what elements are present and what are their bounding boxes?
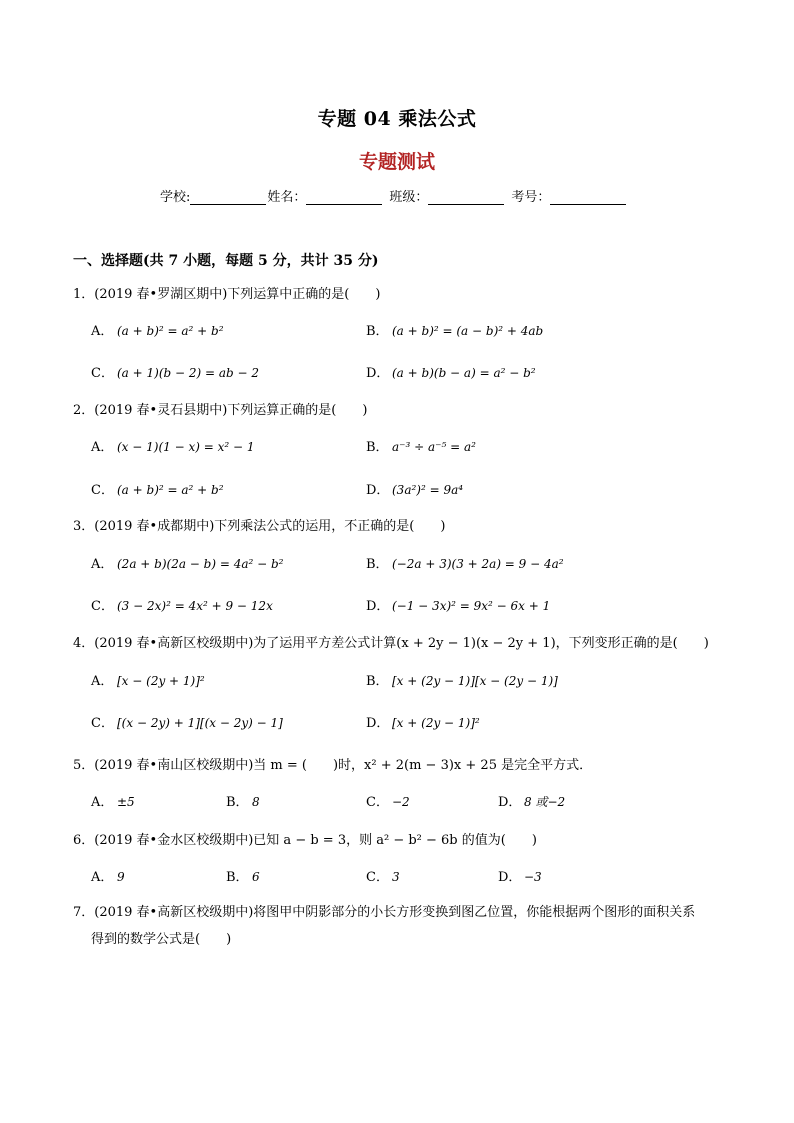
option-text: [x + (2y − 1)][x − (2y − 1)] [392, 674, 558, 688]
option-label: D． [498, 870, 522, 885]
name-label: 姓名： [267, 190, 307, 205]
option-text: (a + b)² = a² + b² [117, 483, 224, 497]
question-6-option-c[interactable] [366, 866, 400, 885]
option-text: (a + 1)(b − 2) = ab − 2 [117, 366, 260, 380]
question-1-stem: 1．(2019 春•罗湖区期中)下列运算中正确的是( ) [73, 287, 381, 302]
option-text: (a + b)(b − a) = a² − b² [392, 366, 536, 380]
option-label: C． [91, 366, 114, 381]
page-title: 专题 04 乘法公式 [317, 108, 477, 130]
option-text: −3 [524, 870, 542, 884]
option-text: [(x − 2y) + 1][(x − 2y) − 1] [117, 716, 283, 730]
option-text: 8 [252, 795, 260, 809]
question-1-option-a[interactable] [91, 320, 224, 339]
option-label: A． [91, 557, 114, 572]
option-text: 8 或−2 [524, 795, 566, 809]
option-text: 6 [252, 870, 260, 884]
page-subtitle: 专题测试 [358, 151, 435, 173]
class-blank[interactable] [428, 192, 504, 205]
question-7-stem: 7．(2019 春•高新区校级期中)将图甲中阴影部分的小长方形变换到图乙位置，你能根据两个图形的面积关系 [73, 905, 696, 920]
option-label: C． [91, 483, 114, 498]
option-text: −2 [392, 795, 410, 809]
question-5-option-b[interactable] [226, 791, 260, 810]
name-blank[interactable] [306, 192, 382, 205]
option-label: C． [366, 795, 389, 810]
question-3-stem: 3．(2019 春•成都期中)下列乘法公式的运用，不正确的是( ) [73, 519, 446, 534]
option-label: C． [366, 870, 389, 885]
question-4-option-d[interactable] [366, 712, 480, 731]
question-1-option-c[interactable] [91, 362, 259, 381]
exam-number-blank[interactable] [550, 192, 626, 205]
option-text: (a + b)² = (a − b)² + 4ab [392, 324, 544, 338]
option-text: a⁻³ ÷ a⁻⁵ = a² [392, 440, 476, 454]
option-label: C． [91, 599, 114, 614]
question-6-option-a[interactable] [91, 866, 125, 885]
option-label: D． [366, 599, 390, 614]
option-label: B． [366, 324, 389, 339]
option-label: B． [366, 674, 389, 689]
section-heading: 一、选择题(共 7 小题，每题 5 分，共计 35 分) [73, 253, 379, 269]
option-label: A． [91, 440, 114, 455]
option-text: ±5 [117, 795, 135, 809]
class-label: 班级： [389, 190, 429, 205]
option-text: [x − (2y + 1)]² [117, 674, 205, 688]
question-5-option-d[interactable] [498, 791, 565, 810]
option-label: B． [226, 870, 249, 885]
option-text: (a + b)² = a² + b² [117, 324, 224, 338]
option-label: A． [91, 870, 114, 885]
option-label: B． [366, 440, 389, 455]
option-text: (2a + b)(2a − b) = 4a² − b² [117, 557, 284, 571]
option-label: A． [91, 324, 114, 339]
exam-number-label: 考号： [511, 190, 551, 205]
question-3-option-d[interactable] [366, 595, 550, 614]
question-3-option-a[interactable] [91, 553, 284, 572]
option-text: (−1 − 3x)² = 9x² − 6x + 1 [392, 599, 551, 613]
question-5-option-a[interactable] [91, 791, 135, 810]
option-label: C． [91, 716, 114, 731]
question-6-stem: 6．(2019 春•金水区校级期中)已知 a − b = 3，则 a² − b² − 6b 的值为( ) [73, 833, 537, 848]
option-label: D． [366, 483, 390, 498]
option-label: B． [366, 557, 389, 572]
question-4-option-b[interactable] [366, 670, 558, 689]
question-6-option-b[interactable] [226, 866, 260, 885]
student-info-row [160, 186, 627, 205]
question-3-option-b[interactable] [366, 553, 564, 572]
question-7-stem-continued: 得到的数学公式是( ) [91, 932, 232, 947]
option-label: D． [498, 795, 522, 810]
question-2-option-b[interactable] [366, 436, 476, 455]
question-4-option-c[interactable] [91, 712, 283, 731]
question-2-option-d[interactable] [366, 479, 463, 498]
option-text: 9 [117, 870, 125, 884]
question-6-option-d[interactable] [498, 866, 542, 885]
question-5-stem: 5．(2019 春•南山区校级期中)当 m = ( )时，x² + 2(m − 3)x + 25 是完全平方式． [73, 758, 593, 773]
question-4-option-a[interactable] [91, 670, 205, 689]
option-text: [x + (2y − 1)]² [392, 716, 480, 730]
option-label: A． [91, 795, 114, 810]
question-1-option-b[interactable] [366, 320, 543, 339]
option-text: (3a²)² = 9a⁴ [392, 483, 464, 497]
option-label: D． [366, 716, 390, 731]
question-1-option-d[interactable] [366, 362, 536, 381]
school-label: 学校: [160, 190, 191, 205]
question-2-option-a[interactable] [91, 436, 254, 455]
question-2-stem: 2．(2019 春•灵石县期中)下列运算正确的是( ) [73, 403, 368, 418]
question-3-option-c[interactable] [91, 595, 273, 614]
question-4-stem: 4．(2019 春•高新区校级期中)为了运用平方差公式计算(x + 2y − 1)(x − 2y + 1)，下列变形正确的是( ) [73, 636, 709, 651]
school-blank[interactable] [190, 192, 266, 205]
option-label: D． [366, 366, 390, 381]
option-text: 3 [392, 870, 400, 884]
option-text: (3 − 2x)² = 4x² + 9 − 12x [117, 599, 273, 613]
option-text: (x − 1)(1 − x) = x² − 1 [117, 440, 255, 454]
option-label: B． [226, 795, 249, 810]
option-text: (−2a + 3)(3 + 2a) = 9 − 4a² [392, 557, 564, 571]
option-label: A． [91, 674, 114, 689]
question-2-option-c[interactable] [91, 479, 224, 498]
question-5-option-c[interactable] [366, 791, 410, 810]
